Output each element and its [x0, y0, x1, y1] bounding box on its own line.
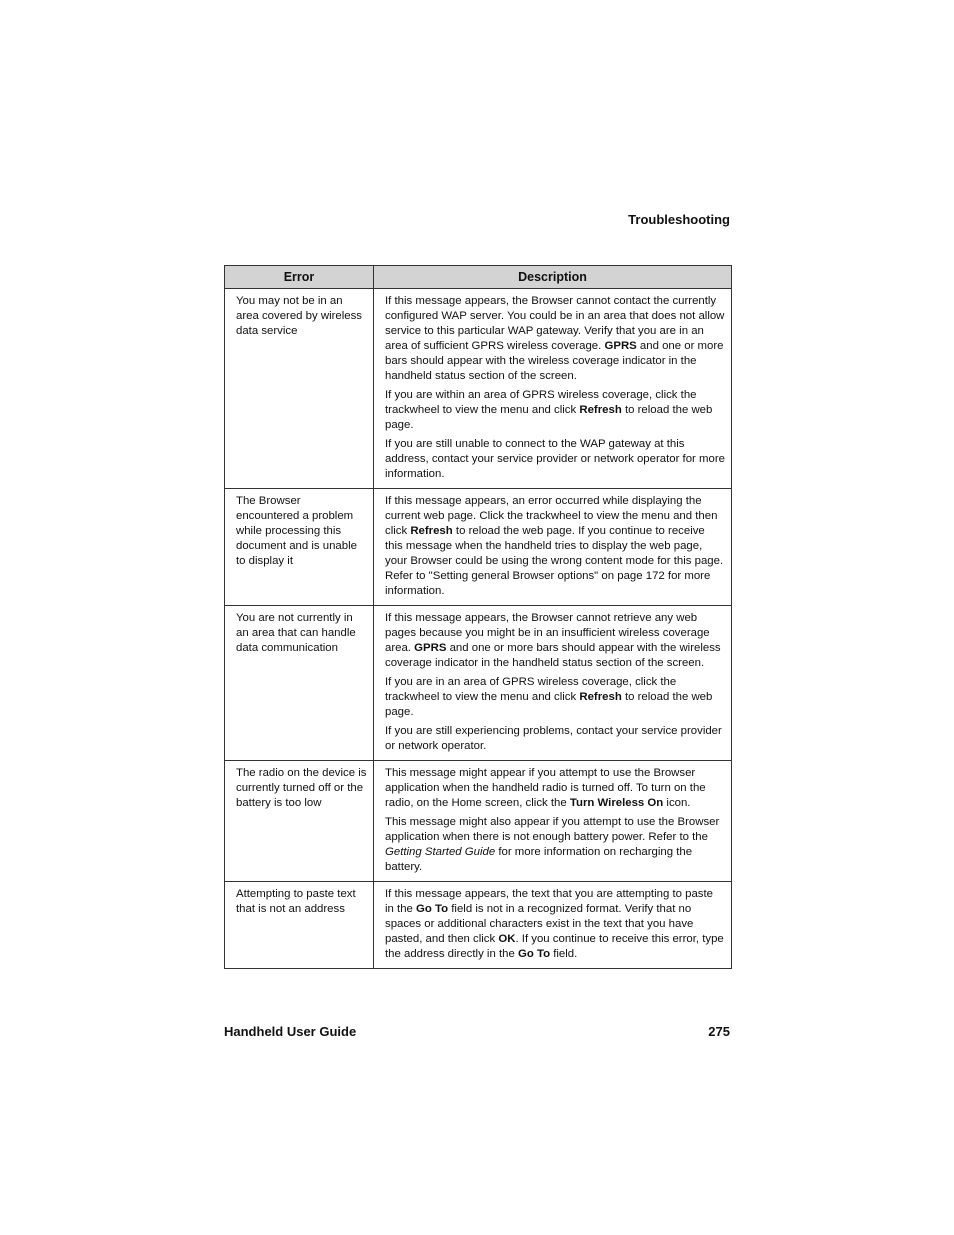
description-paragraph — [385, 815, 725, 875]
text-run: If this message appears, the Browser cannot retrieve any web pages because you might be in an insufficient wireless coverage area. — [385, 612, 710, 654]
table-row — [225, 489, 732, 606]
text-run: and one or more bars should appear with the wireless coverage indicator in the handheld status section of the screen. — [385, 642, 721, 669]
bold-text: GPRS — [604, 340, 637, 352]
text-run: for more information on recharging the battery. — [385, 846, 693, 873]
description-paragraph — [385, 388, 725, 433]
text-run: This message might appear if you attempt to use the Browser application when the handheld radio is turned off. To turn on the radio, on the Home screen, click the — [385, 767, 706, 809]
text-run: If this message appears, the text that you are attempting to paste in the — [385, 888, 713, 915]
column-header-error: Error — [225, 266, 374, 289]
bold-text: Refresh — [579, 691, 622, 703]
description-paragraph — [385, 437, 725, 482]
description-paragraph — [385, 611, 725, 671]
error-cell: Attempting to paste text that is not an address — [225, 882, 374, 969]
text-run: field. — [550, 948, 578, 960]
error-table — [224, 265, 732, 969]
text-run: If you are in an area of GPRS wireless coverage, click the trackwheel to view the menu and click — [385, 676, 677, 703]
error-cell: You are not currently in an area that can handle data communication — [225, 606, 374, 761]
bold-text: Go To — [517, 948, 551, 960]
description-paragraph — [385, 766, 725, 811]
footer-title: Handheld User Guide — [224, 1024, 357, 1039]
text-run: This message might also appear if you attempt to use the Browser application when there is not enough battery power. Refer to the — [385, 816, 720, 843]
page-number: 275 — [708, 1024, 730, 1039]
bold-text: Turn Wireless On — [569, 797, 664, 809]
table-row — [225, 606, 732, 761]
bold-text: Refresh — [579, 404, 622, 416]
description-paragraph — [385, 887, 725, 962]
text-run: . If you continue to receive this error, type the address directly in the — [385, 933, 724, 960]
page-header — [628, 212, 730, 227]
bold-text: Go To — [416, 903, 449, 915]
bold-text: OK — [498, 933, 516, 945]
table-row — [225, 289, 732, 489]
text-run: to reload the web page. If you continue to receive this message when the handheld tries to display the web page, your Browser could be using the wrong content mode for this page. Refer to "Setting general Browser options" on page 172 for more information. — [385, 525, 724, 597]
text-run: field is not in a recognized format. Verify that no spaces or additional characters exist in the text that you have pasted, and then click — [385, 903, 694, 945]
description-cell — [374, 882, 732, 969]
description-cell — [374, 761, 732, 882]
description-cell — [374, 489, 732, 606]
bold-text: Refresh — [410, 525, 453, 537]
description-paragraph — [385, 294, 725, 384]
text-run: and one or more bars should appear with the wireless coverage indicator in the handheld status section of the screen. — [385, 340, 724, 382]
error-cell: You may not be in an area covered by wireless data service — [225, 289, 374, 489]
description-cell — [374, 289, 732, 489]
text-run: If this message appears, the Browser cannot contact the currently configured WAP server. You could be in an area that does not allow service to this particular WAP gateway. Verify that you are in an area of sufficient GPRS wireless coverage. — [385, 295, 725, 352]
bold-text: GPRS — [414, 642, 447, 654]
section-title: Troubleshooting — [628, 212, 730, 227]
description-paragraph — [385, 675, 725, 720]
error-cell: The Browser encountered a problem while processing this document and is unable to display it — [225, 489, 374, 606]
text-run: If you are still unable to connect to the WAP gateway at this address, contact your service provider or network operator for more information. — [385, 438, 725, 480]
text-run: If you are still experiencing problems, contact your service provider or network operator. — [385, 725, 722, 752]
table-header-row — [225, 266, 732, 289]
error-cell: The radio on the device is currently turned off or the battery is too low — [225, 761, 374, 882]
description-paragraph — [385, 494, 725, 599]
text-run: to reload the web page. — [385, 404, 713, 431]
table-row — [225, 882, 732, 969]
italic-text: Getting Started Guide — [385, 846, 496, 858]
text-run: If you are within an area of GPRS wireless coverage, click the trackwheel to view the menu and click — [385, 389, 697, 416]
text-run: If this message appears, an error occurred while displaying the current web page. Click the trackwheel to view the menu and then click — [385, 495, 718, 537]
description-paragraph — [385, 724, 725, 754]
text-run: icon. — [663, 797, 691, 809]
table-row — [225, 761, 732, 882]
description-cell — [374, 606, 732, 761]
column-header-description: Description — [374, 266, 732, 289]
table-body — [225, 289, 732, 969]
text-run: to reload the web page. — [385, 691, 713, 718]
